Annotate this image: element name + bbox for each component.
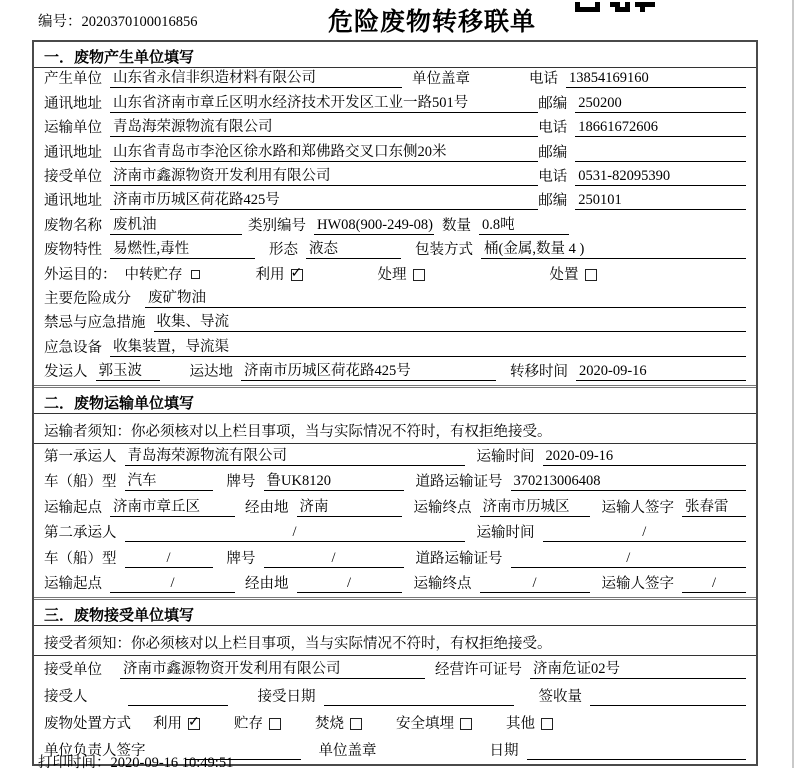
- checkbox-icon: [291, 269, 303, 281]
- transporter-unit-value: 青岛海荣源物流有限公司: [110, 118, 538, 137]
- receiver-unit-label: 接受单位: [44, 168, 102, 185]
- purpose-option-reuse: [256, 266, 303, 284]
- road-license-value: /: [511, 549, 747, 568]
- checkbox-icon: [191, 270, 200, 279]
- postcode-value: 250101: [575, 191, 746, 210]
- accept-unit-value: 济南市鑫源物资开发利用有限公司: [120, 660, 425, 679]
- waste-name-row: [34, 214, 756, 238]
- checkbox-icon: [460, 718, 472, 730]
- taboo-measures-value: 收集、导流: [154, 313, 747, 332]
- checkbox-label: 利用: [153, 715, 182, 732]
- carrier-sign-value: /: [682, 574, 746, 593]
- document-number-value: 2020370100016856: [81, 14, 198, 30]
- dispatch-row: [34, 361, 756, 385]
- transporter-unit-label: 运输单位: [44, 120, 102, 137]
- route2-row: [34, 572, 756, 598]
- accept-date-label: 接受日期: [257, 688, 316, 705]
- section3-header: 三．废物接受单位填写: [34, 597, 756, 626]
- checkbox-icon: [413, 269, 425, 281]
- print-time: [38, 751, 233, 772]
- checkbox-label: 其他: [506, 715, 535, 732]
- checkbox-label: 处置: [549, 266, 579, 283]
- section2-header: 二．废物运输单位填写: [34, 385, 756, 414]
- form-value: 液态: [306, 240, 401, 259]
- postcode-value: 250200: [575, 94, 746, 113]
- dispatcher-label: 发运人: [44, 364, 88, 381]
- producer-unit-value: 山东省永信非织造材料有限公司: [110, 69, 402, 88]
- address-label: 通讯地址: [44, 144, 102, 161]
- route-via-label: 经由地: [245, 499, 289, 516]
- checkbox-icon: [188, 718, 200, 730]
- transporter-address-row: [34, 141, 756, 165]
- route-start-value: 济南市章丘区: [110, 498, 235, 517]
- hazard-component-value: 废矿物油: [145, 289, 746, 308]
- manifest-form: [32, 40, 758, 766]
- route-end-label: 运输终点: [413, 576, 472, 593]
- carrier2-row: [34, 521, 756, 547]
- accept-person-row: [34, 683, 756, 710]
- route-start-value: /: [110, 574, 235, 593]
- transporter-unit-row: [34, 117, 756, 141]
- hazard-component-row: [34, 288, 756, 312]
- packing-value: 桶(金属,数量 4 ): [481, 240, 746, 259]
- carrier2-value: /: [125, 523, 465, 542]
- operate-license-value: 济南危证02号: [530, 660, 746, 679]
- emergency-equipment-value: 收集装置，导流渠: [110, 338, 746, 357]
- disposal-option-incinerate: [315, 715, 362, 733]
- unit-seal-label: 单位盖章: [318, 742, 377, 759]
- postcode-label: 邮编: [538, 95, 568, 112]
- receiver-unit-value: 济南市鑫源物资开发利用有限公司: [110, 167, 538, 186]
- waste-property-value: 易燃性,毒性: [110, 240, 255, 259]
- carrier1-label: 第一承运人: [44, 448, 117, 465]
- carrier-sign-label: 运输人签字: [601, 576, 674, 593]
- carrier-sign-value: 张春雷: [682, 498, 746, 517]
- producer-unit-label: 产生单位: [44, 71, 102, 88]
- address-value: 济南市历城区荷花路425号: [110, 191, 538, 210]
- checkbox-icon: [269, 718, 281, 730]
- checkbox-label: 利用: [255, 266, 285, 283]
- waste-name-value: 废机油: [110, 216, 242, 235]
- transport-time-value: /: [543, 523, 747, 542]
- transport-time-label: 运输时间: [476, 525, 535, 542]
- disposal-option-other: [506, 715, 553, 733]
- transfer-purpose-label: 外运目的：: [44, 266, 117, 283]
- purpose-option-treat: [378, 266, 425, 284]
- postcode-label: 邮编: [538, 144, 568, 161]
- accept-person-value: [128, 687, 228, 706]
- category-code-label: 类别编号: [248, 217, 306, 234]
- postcode-value: [575, 143, 746, 162]
- accept-date-value: [324, 687, 514, 706]
- producer-unit-row: [34, 68, 756, 92]
- waste-name-label: 废物名称: [44, 217, 102, 234]
- postcode-label: 邮编: [538, 193, 568, 210]
- disposal-option-reuse: [153, 715, 200, 733]
- address-value: 山东省济南市章丘区明水经济技术开发区工业一路501号: [110, 94, 538, 113]
- carrier2-label: 第二承运人: [44, 525, 117, 542]
- plate-value: 鲁UK8120: [264, 472, 404, 491]
- checkbox-icon: [541, 718, 553, 730]
- receiver-notice: 接受者须知：你必须核对以上栏目事项，当与实际情况不符时，有权拒绝接受。: [34, 626, 756, 656]
- page-title: 危险废物转移联单: [327, 8, 536, 36]
- accept-unit-row: [34, 656, 756, 683]
- route-via-value: /: [297, 574, 402, 593]
- vehicle-type-value: /: [125, 549, 213, 568]
- disposal-method-row: [34, 710, 756, 737]
- waste-property-label: 废物特性: [44, 242, 102, 259]
- disposal-method-label: 废物处置方式: [44, 715, 131, 732]
- address-label: 通讯地址: [44, 193, 102, 210]
- route-end-label: 运输终点: [413, 499, 472, 516]
- accept-person-label: 接受人: [44, 688, 88, 705]
- disposal-option-landfill: [396, 715, 472, 733]
- vehicle-type-value: 汽车: [125, 472, 213, 491]
- phone-label: 电话: [538, 120, 568, 137]
- taboo-measures-label: 禁忌与应急措施: [44, 315, 146, 332]
- checkbox-label: 焚烧: [315, 715, 344, 732]
- section1-body: [34, 68, 756, 385]
- date-value: [527, 741, 747, 760]
- purpose-option-dispose: [550, 266, 597, 284]
- phone-value: 0531-82095390: [575, 167, 746, 186]
- phone-value: 18661672606: [575, 118, 746, 137]
- vehicle-type-label: 车（船）型: [44, 550, 117, 567]
- producer-address-row: [34, 92, 756, 116]
- quantity-label: 数量: [442, 217, 471, 234]
- route-via-value: 济南: [297, 498, 402, 517]
- purpose-option-storage: [125, 266, 200, 284]
- unit-seal-label: 单位盖章: [412, 71, 470, 88]
- address-label: 通讯地址: [44, 95, 102, 112]
- route-end-value: 济南市历城区: [480, 498, 590, 517]
- checkbox-label: 中转贮存: [124, 266, 183, 283]
- vehicle1-row: [34, 470, 756, 496]
- signed-quantity-value: [590, 687, 746, 706]
- checkbox-label: 处理: [377, 266, 407, 283]
- signed-quantity-label: 签收量: [538, 688, 582, 705]
- checkbox-icon: [585, 269, 597, 281]
- form-label: 形态: [269, 242, 298, 259]
- checkbox-label: 贮存: [234, 715, 263, 732]
- operate-license-label: 经营许可证号: [435, 661, 522, 678]
- emergency-equipment-label: 应急设备: [44, 339, 102, 356]
- emergency-equipment-row: [34, 336, 756, 360]
- receiver-address-row: [34, 190, 756, 214]
- route-via-label: 经由地: [245, 576, 289, 593]
- print-time-label: 打印时间：: [38, 755, 111, 771]
- dispatcher-value: 郭玉波: [96, 362, 160, 381]
- waste-property-row: [34, 239, 756, 263]
- section2-body: [34, 414, 756, 597]
- route-end-value: /: [480, 574, 590, 593]
- carrier1-row: [34, 444, 756, 470]
- road-license-value: 370213006408: [511, 472, 747, 491]
- road-license-label: 道路运输证号: [415, 550, 503, 567]
- quantity-value: 0.8吨: [479, 216, 569, 235]
- route-start-label: 运输起点: [44, 499, 102, 516]
- checkbox-icon: [350, 718, 362, 730]
- transport-time-label: 运输时间: [476, 448, 535, 465]
- packing-label: 包装方式: [415, 242, 473, 259]
- transport-time-value: 2020-09-16: [543, 447, 747, 466]
- address-value: 山东省青岛市李沧区徐水路和郑佛路交叉口东侧20米: [110, 143, 538, 162]
- plate-value: /: [264, 549, 404, 568]
- accept-unit-label: 接受单位: [44, 661, 102, 678]
- document-number-label: 编号：: [38, 14, 82, 30]
- phone-label: 电话: [529, 71, 558, 88]
- transporter-notice: 运输者须知：你必须核对以上栏目事项，当与实际情况不符时，有权拒绝接受。: [34, 414, 756, 444]
- route-start-label: 运输起点: [44, 576, 102, 593]
- transfer-purpose-row: [34, 263, 756, 287]
- vehicle2-row: [34, 546, 756, 572]
- transfer-time-label: 转移时间: [510, 364, 568, 381]
- plate-label: 牌号: [226, 474, 256, 491]
- route1-row: [34, 495, 756, 521]
- unit-leader-sign-label: 单位负责人签字: [44, 742, 146, 759]
- hazard-component-label: 主要危险成分: [44, 290, 131, 307]
- page-edge-line: [792, 0, 794, 768]
- carrier-sign-label: 运输人签字: [601, 499, 674, 516]
- taboo-measures-row: [34, 312, 756, 336]
- road-license-label: 道路运输证号: [415, 474, 503, 491]
- date-label: 日期: [489, 742, 519, 759]
- section3-body: [34, 626, 756, 764]
- receiver-unit-row: [34, 166, 756, 190]
- vehicle-type-label: 车（船）型: [44, 474, 117, 491]
- phone-label: 电话: [538, 168, 568, 185]
- destination-label: 运达地: [189, 364, 233, 381]
- carrier1-value: 青岛海荣源物流有限公司: [125, 447, 465, 466]
- checkbox-label: 安全填埋: [396, 715, 454, 732]
- print-time-value: 2020-09-16 10:49:51: [110, 755, 234, 771]
- plate-label: 牌号: [226, 550, 256, 567]
- destination-value: 济南市历城区荷花路425号: [241, 362, 496, 381]
- category-code-value: HW08(900-249-08): [314, 216, 434, 235]
- disposal-option-storage: [234, 715, 281, 733]
- section1-header: 一．废物产生单位填写: [34, 42, 756, 68]
- transfer-time-value: 2020-09-16: [576, 362, 746, 381]
- phone-value: 13854169160: [566, 69, 746, 88]
